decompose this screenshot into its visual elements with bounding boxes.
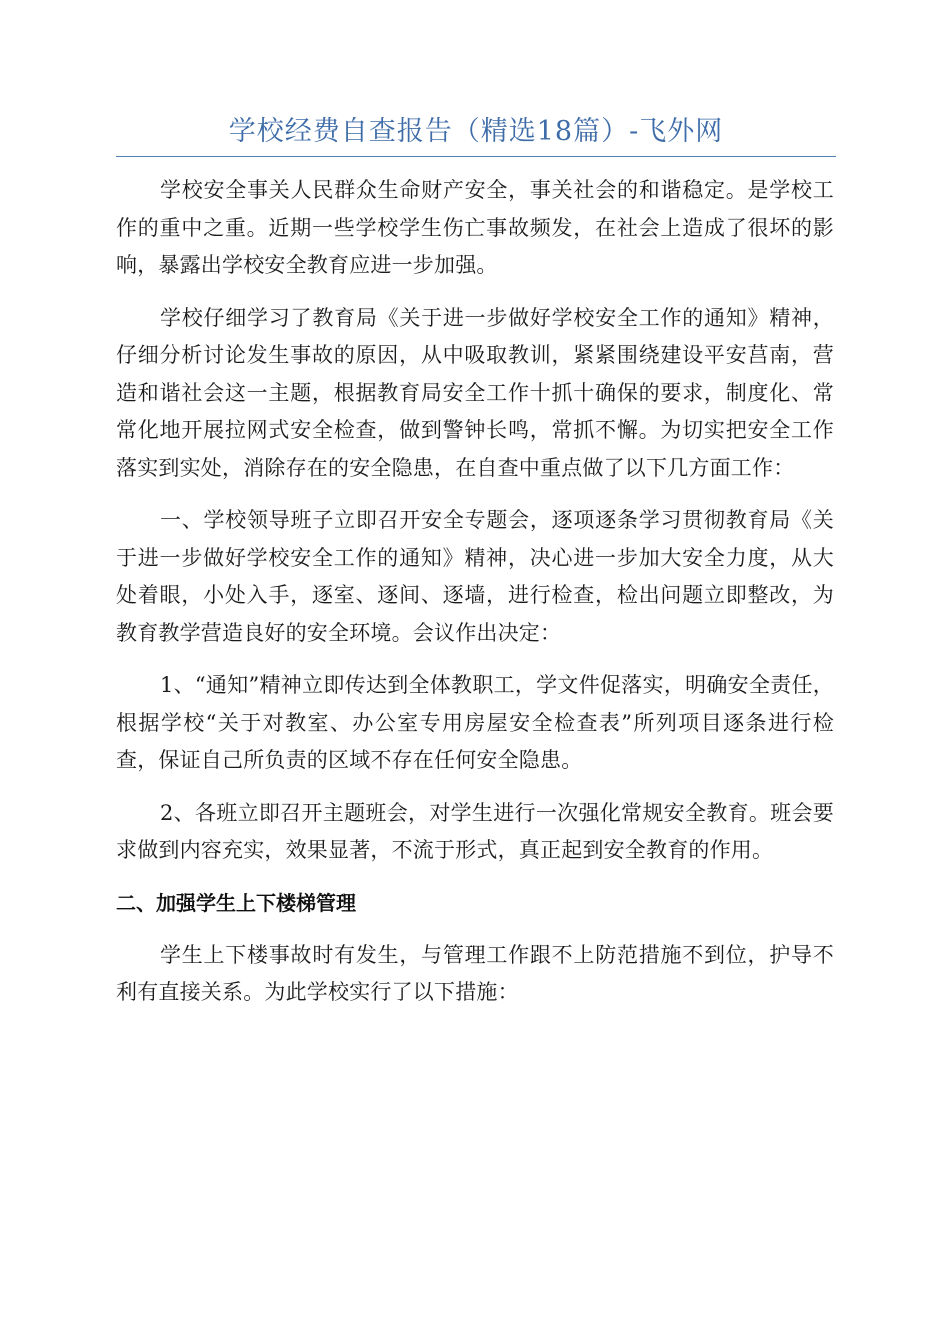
paragraph-item-2: 2、各班立即召开主题班会，对学生进行一次强化常规安全教育。班会要求做到内容充实，效果显著，不流于形式，真正起到安全教育的作用。	[116, 800, 834, 862]
paragraph-stairs-management: 学生上下楼事故时有发生，与管理工作跟不上防范措施不到位，护导不利有直接关系。为此学校实行了以下措施：	[116, 942, 834, 1004]
document-body	[116, 172, 834, 1027]
paragraph-study-notice: 学校仔细学习了教育局《关于进一步做好学校安全工作的通知》精神，仔细分析讨论发生事故的原因，从中吸取教训，紧紧围绕建设平安莒南，营造和谐社会这一主题，根据教育局安全工作十抓十确保的要求，制度化、常常化地开展拉网式安全检查，做到警钟长鸣，常抓不懈。为切实把安全工作落实到实处，消除存在的安全隐患，在自查中重点做了以下几方面工作：	[116, 305, 834, 480]
paragraph-item-1: 1、“通知”精神立即传达到全体教职工，学文件促落实，明确安全责任，根据学校“关于对教室、办公室专用房屋安全检查表”所列项目逐条进行检查，保证自己所负责的区域不存在任何安全隐患。	[116, 673, 834, 772]
title-block	[116, 112, 836, 157]
paragraph-intro: 学校安全事关人民群众生命财产安全，事关社会的和谐稳定。是学校工作的重中之重。近期一些学校学生伤亡事故频发，在社会上造成了很坏的影响，暴露出学校安全教育应进一步加强。	[116, 178, 834, 277]
paragraph-leadership-meeting: 一、学校领导班子立即召开安全专题会，逐项逐条学习贯彻教育局《关于进一步做好学校安全工作的通知》精神，决心进一步加大安全力度，从大处着眼，小处入手，逐室、逐间、逐墙，进行检查，检出问题立即整改，为教育教学营造良好的安全环境。会议作出决定：	[116, 508, 834, 645]
section-heading-stairs: 二、加强学生上下楼梯管理	[116, 890, 356, 915]
document-title: 学校经费自查报告（精选18篇）-飞外网	[228, 116, 724, 147]
